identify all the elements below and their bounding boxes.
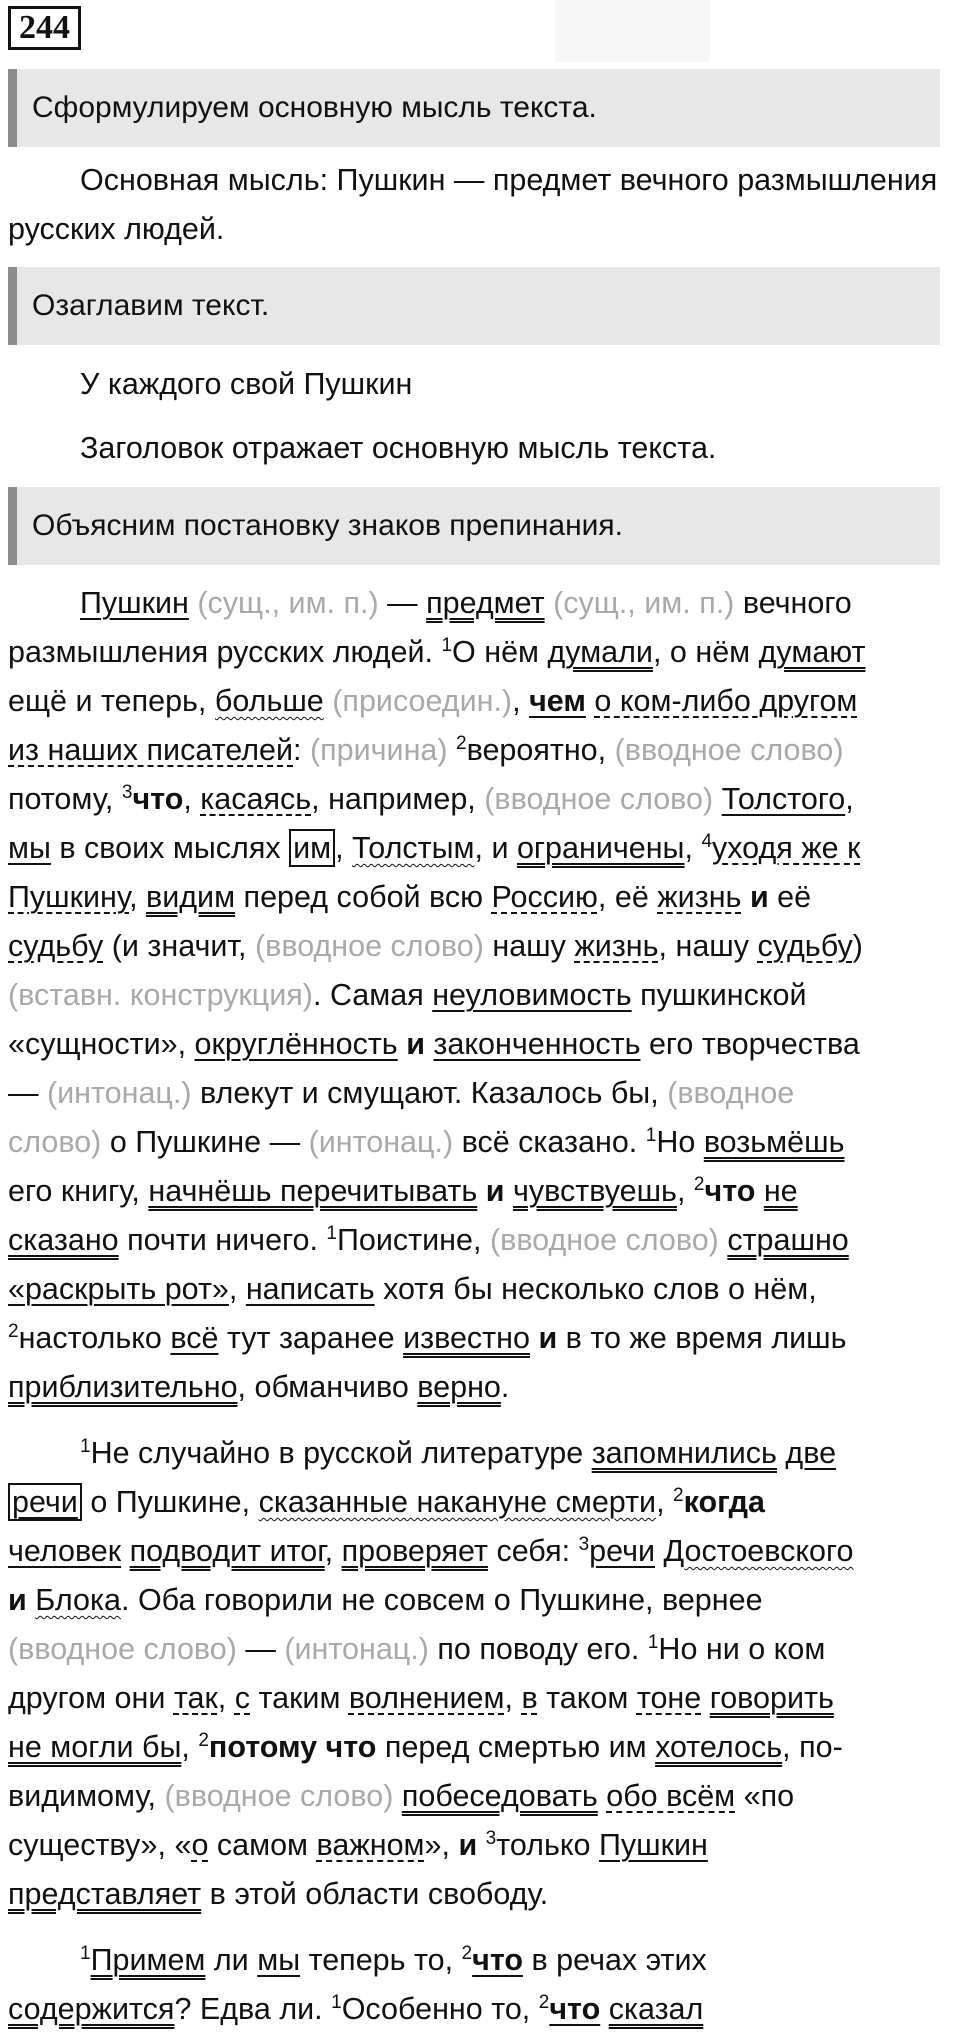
text-line: Пушкину, видим перед собой всю Россию, её жизнь и её [8, 880, 812, 914]
text-line: представляет в этой области свободу. [8, 1877, 549, 1911]
main-idea-text: Основная мысль: Пушкин — предмет вечного размышления русских людей. [8, 163, 938, 246]
text-line: (вставн. конструкция). Самая неуловимость пушкинской [8, 978, 807, 1012]
text-line: судьбу (и значит, (вводное слово) нашу жизнь, нашу судьбу) [8, 929, 863, 963]
text-line: $^1$Не случайно в русской литературе запомнились две [80, 1435, 837, 1470]
text-line: видимому, (вводное слово) побеседовать обо всём «по [8, 1779, 795, 1813]
text-line: потому, $^3$что, касаясь, например, (вводное слово) Толстого, [8, 781, 854, 816]
text-line: $^2$настолько всё тут заранее известно и в то же время лишь [8, 1320, 847, 1355]
section-heading-main-idea: Сформулируем основную мысль текста. [8, 69, 940, 147]
section-heading-punctuation: Объясним постановку знаков препинания. [8, 487, 940, 565]
text-line: мы в своих мыслях им , Толстым, и ограничены, $^4$уходя же к [8, 830, 861, 865]
top-decoration [555, 0, 710, 62]
text-line: не могли бы, $^2$потому что перед смертью им хотелось, по- [8, 1729, 843, 1764]
text-line: — (интонац.) влекут и смущают. Казалось бы, (вводное [8, 1076, 795, 1110]
section-heading-title: Озаглавим текст. [8, 267, 940, 345]
text-line: приблизительно, обманчиво верно. [8, 1370, 510, 1404]
text-line: речи о Пушкине, сказанные накануне смерти, $^2$когда [8, 1478, 765, 1527]
text-line: его книгу, начнёшь перечитывать и чувствуешь, $^2$что не [8, 1173, 798, 1208]
title-text: У каждого свой Пушкин [80, 367, 413, 401]
title-comment: Заголовок отражает основную мысль текста. [80, 431, 717, 465]
text-line: и Блока. Оба говорили не совсем о Пушкине, вернее [8, 1583, 763, 1617]
text-line: Пушкин (сущ., им. п.) — предмет (сущ., им. п.) вечного [80, 586, 852, 620]
text-line: ещё и теперь, больше (присоедин.), чем о ком-либо другом [8, 684, 858, 718]
task-number: 244 [8, 6, 81, 50]
text-line: (вводное слово) — (интонац.) по поводу его. $^1$Но ни о ком [8, 1631, 826, 1666]
text-line: слово) о Пушкине — (интонац.) всё сказано. $^1$Но возьмёшь [8, 1124, 845, 1159]
text-line: другом они так, с таким волнением, в таком тоне говорить [8, 1681, 834, 1715]
text-line: содержится? Едва ли. $^1$Особенно то, $^2$что сказал [8, 1991, 704, 2026]
text-line: «сущности», округлённость и законченность его творчества [8, 1027, 860, 1061]
text-line: из наших писателей: (причина) $^2$вероятно, (вводное слово) [8, 732, 844, 767]
text-line: человек подводит итог, проверяет себя: $^3$речи Достоевского [8, 1533, 854, 1568]
text-line: «раскрыть рот», написать хотя бы несколько слов о нём, [8, 1272, 817, 1306]
text-line: существу», «о самом важном», и $^3$только Пушкин [8, 1827, 708, 1862]
text-line: сказано почти ничего. $^1$Поистине, (вводное слово) страшно [8, 1222, 849, 1257]
text-line: $^1$Примем ли мы теперь то, $^2$что в речах этих [80, 1942, 707, 1977]
text-line: размышления русских людей. $^1$О нём думали, о нём думают [8, 634, 866, 669]
